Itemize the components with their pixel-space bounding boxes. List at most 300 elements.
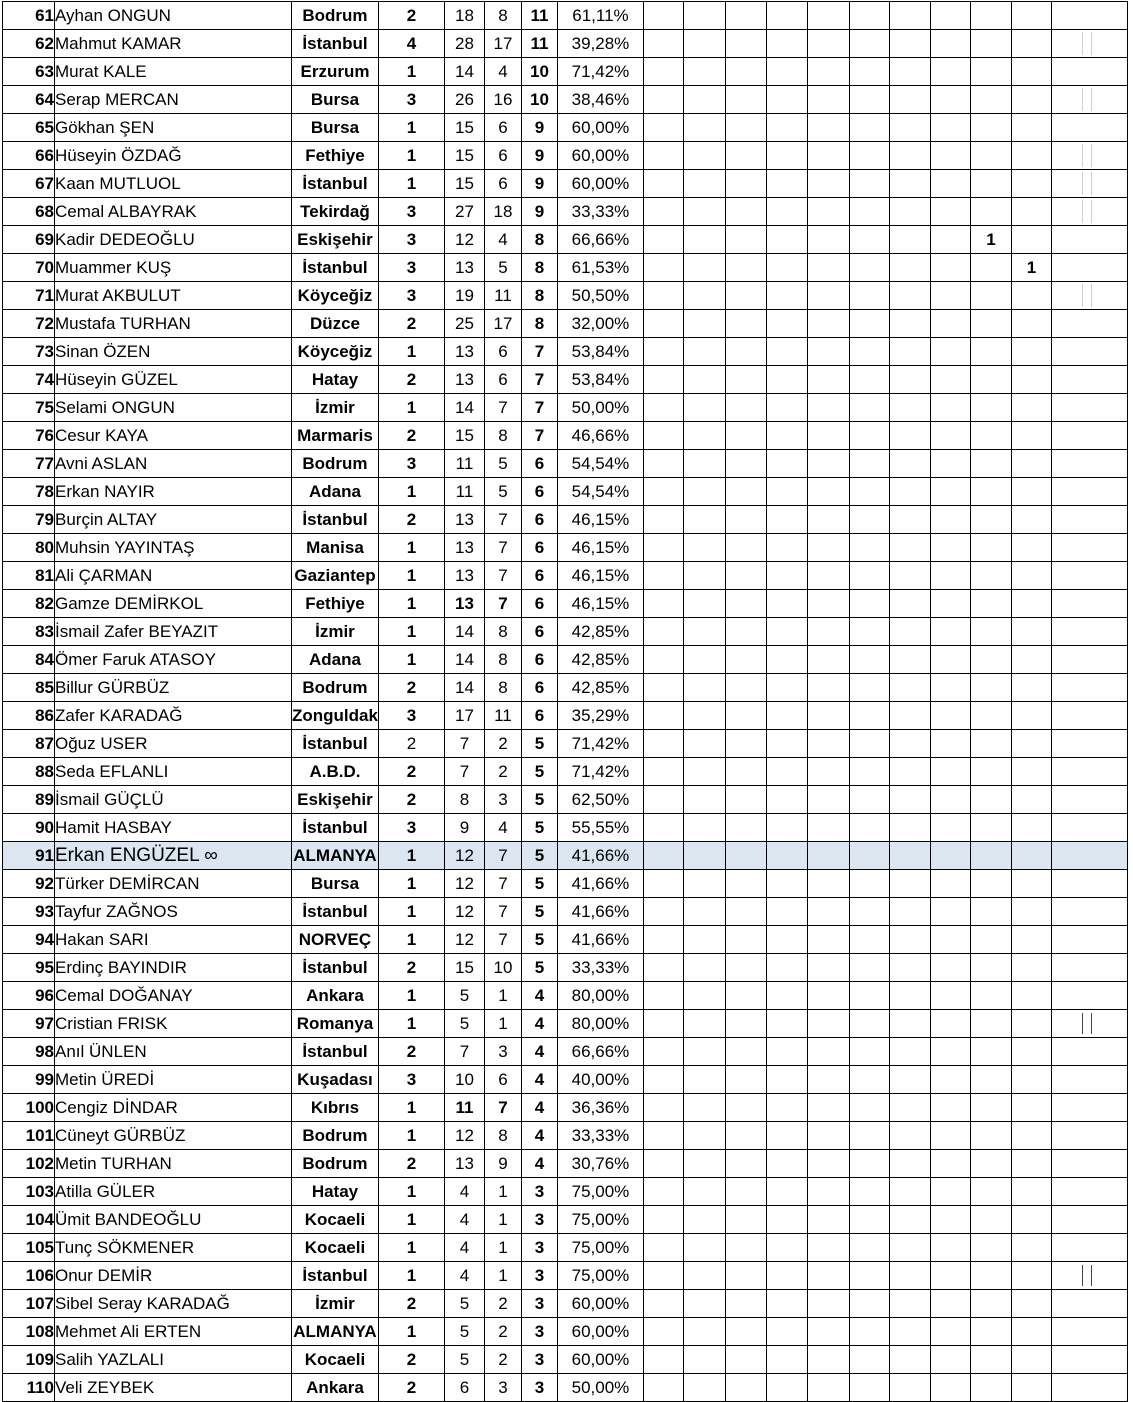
- city-cell[interactable]: Ankara: [292, 982, 379, 1010]
- empty-cell[interactable]: [1051, 1178, 1127, 1206]
- player-name-cell[interactable]: Selami ONGUN: [55, 394, 292, 422]
- city-cell[interactable]: Bodrum: [292, 1150, 379, 1178]
- empty-cell[interactable]: [643, 786, 683, 814]
- empty-cell[interactable]: [725, 30, 766, 58]
- empty-cell[interactable]: [1011, 450, 1051, 478]
- empty-cell[interactable]: [683, 1318, 725, 1346]
- percent-cell[interactable]: 46,66%: [557, 422, 643, 450]
- empty-cell[interactable]: [766, 450, 807, 478]
- empty-cell[interactable]: [849, 58, 889, 86]
- player-name-cell[interactable]: Billur GÜRBÜZ: [55, 674, 292, 702]
- rank-cell[interactable]: 90: [3, 814, 55, 842]
- empty-cell[interactable]: [725, 1178, 766, 1206]
- empty-cell[interactable]: [889, 338, 930, 366]
- empty-cell[interactable]: [970, 730, 1011, 758]
- count-cell[interactable]: 1: [378, 646, 444, 674]
- empty-cell[interactable]: [807, 170, 849, 198]
- wins-cell[interactable]: 5: [484, 478, 521, 506]
- count-cell[interactable]: 1: [378, 142, 444, 170]
- player-name-cell[interactable]: Ali ÇARMAN: [55, 562, 292, 590]
- empty-cell[interactable]: [1051, 590, 1127, 618]
- empty-cell[interactable]: [970, 170, 1011, 198]
- empty-cell[interactable]: [807, 1010, 849, 1038]
- player-name-cell[interactable]: Kadir DEDEOĞLU: [55, 226, 292, 254]
- empty-cell[interactable]: [725, 1234, 766, 1262]
- empty-cell[interactable]: [1011, 534, 1051, 562]
- points-cell[interactable]: 4: [521, 1066, 557, 1094]
- empty-cell[interactable]: [766, 1150, 807, 1178]
- empty-cell[interactable]: [1051, 814, 1127, 842]
- empty-cell[interactable]: [725, 422, 766, 450]
- games-cell[interactable]: 9: [444, 814, 484, 842]
- empty-cell[interactable]: [683, 478, 725, 506]
- games-cell[interactable]: 4: [444, 1206, 484, 1234]
- empty-cell[interactable]: [930, 1122, 970, 1150]
- rank-cell[interactable]: 89: [3, 786, 55, 814]
- empty-cell[interactable]: [766, 674, 807, 702]
- empty-cell[interactable]: [930, 842, 970, 870]
- player-name-cell[interactable]: İsmail Zafer BEYAZIT: [55, 618, 292, 646]
- empty-cell[interactable]: [643, 450, 683, 478]
- city-cell[interactable]: Köyceğiz: [292, 282, 379, 310]
- empty-cell[interactable]: [725, 954, 766, 982]
- rank-cell[interactable]: 68: [3, 198, 55, 226]
- empty-cell[interactable]: [849, 1038, 889, 1066]
- empty-cell[interactable]: [643, 758, 683, 786]
- empty-cell[interactable]: [1011, 758, 1051, 786]
- rank-cell[interactable]: 64: [3, 86, 55, 114]
- city-cell[interactable]: ALMANYA: [292, 1318, 379, 1346]
- city-cell[interactable]: Bodrum: [292, 1122, 379, 1150]
- empty-cell[interactable]: [930, 1178, 970, 1206]
- empty-cell[interactable]: [1011, 1290, 1051, 1318]
- empty-cell[interactable]: [1051, 1346, 1127, 1374]
- games-cell[interactable]: 7: [444, 1038, 484, 1066]
- empty-cell[interactable]: [849, 534, 889, 562]
- empty-cell[interactable]: [970, 842, 1011, 870]
- empty-cell[interactable]: [1011, 394, 1051, 422]
- empty-cell[interactable]: [849, 982, 889, 1010]
- rank-cell[interactable]: 75: [3, 394, 55, 422]
- empty-cell[interactable]: [889, 506, 930, 534]
- empty-cell[interactable]: [889, 450, 930, 478]
- empty-cell[interactable]: [1011, 506, 1051, 534]
- city-cell[interactable]: İstanbul: [292, 814, 379, 842]
- points-cell[interactable]: 5: [521, 926, 557, 954]
- points-cell[interactable]: 9: [521, 142, 557, 170]
- rank-cell[interactable]: 72: [3, 310, 55, 338]
- empty-cell[interactable]: [889, 534, 930, 562]
- empty-cell[interactable]: [725, 226, 766, 254]
- wins-cell[interactable]: 7: [484, 898, 521, 926]
- empty-cell[interactable]: [766, 702, 807, 730]
- empty-cell[interactable]: [970, 478, 1011, 506]
- city-cell[interactable]: Zonguldak: [292, 702, 379, 730]
- count-cell[interactable]: 1: [378, 982, 444, 1010]
- empty-cell[interactable]: [725, 1094, 766, 1122]
- empty-cell[interactable]: [889, 898, 930, 926]
- empty-cell[interactable]: [766, 926, 807, 954]
- empty-cell[interactable]: [889, 982, 930, 1010]
- city-cell[interactable]: A.B.D.: [292, 758, 379, 786]
- percent-cell[interactable]: 50,00%: [557, 394, 643, 422]
- empty-cell[interactable]: [683, 114, 725, 142]
- percent-cell[interactable]: 75,00%: [557, 1178, 643, 1206]
- percent-cell[interactable]: 39,28%: [557, 30, 643, 58]
- rank-cell[interactable]: 71: [3, 282, 55, 310]
- percent-cell[interactable]: 42,85%: [557, 674, 643, 702]
- empty-cell[interactable]: [807, 282, 849, 310]
- count-cell[interactable]: 1: [378, 898, 444, 926]
- points-cell[interactable]: 4: [521, 1010, 557, 1038]
- empty-cell[interactable]: [930, 86, 970, 114]
- empty-cell[interactable]: [1051, 282, 1127, 310]
- empty-cell[interactable]: [889, 478, 930, 506]
- empty-cell[interactable]: [766, 646, 807, 674]
- empty-cell[interactable]: [807, 982, 849, 1010]
- rank-cell[interactable]: 99: [3, 1066, 55, 1094]
- empty-cell[interactable]: [807, 1346, 849, 1374]
- player-name-cell[interactable]: Ümit BANDEOĞLU: [55, 1206, 292, 1234]
- empty-cell[interactable]: [889, 1346, 930, 1374]
- empty-cell[interactable]: [930, 1094, 970, 1122]
- empty-cell[interactable]: [849, 1234, 889, 1262]
- empty-cell[interactable]: [683, 1346, 725, 1374]
- empty-cell[interactable]: [1051, 422, 1127, 450]
- count-cell[interactable]: 3: [378, 1066, 444, 1094]
- empty-cell[interactable]: [683, 86, 725, 114]
- empty-cell[interactable]: [930, 478, 970, 506]
- empty-cell[interactable]: [643, 366, 683, 394]
- empty-cell[interactable]: [725, 366, 766, 394]
- empty-cell[interactable]: [930, 758, 970, 786]
- empty-cell[interactable]: [889, 254, 930, 282]
- percent-cell[interactable]: 66,66%: [557, 226, 643, 254]
- empty-cell[interactable]: [930, 1234, 970, 1262]
- empty-cell[interactable]: [970, 506, 1011, 534]
- count-cell[interactable]: 2: [378, 786, 444, 814]
- rank-cell[interactable]: 91: [3, 842, 55, 870]
- empty-cell[interactable]: [1051, 674, 1127, 702]
- empty-cell[interactable]: [643, 1262, 683, 1290]
- empty-cell[interactable]: [970, 1206, 1011, 1234]
- games-cell[interactable]: 12: [444, 1122, 484, 1150]
- empty-cell[interactable]: [970, 1066, 1011, 1094]
- rank-cell[interactable]: 87: [3, 730, 55, 758]
- player-name-cell[interactable]: Türker DEMİRCAN: [55, 870, 292, 898]
- empty-cell[interactable]: [1011, 1150, 1051, 1178]
- empty-cell[interactable]: [930, 618, 970, 646]
- player-name-cell[interactable]: Gamze DEMİRKOL: [55, 590, 292, 618]
- empty-cell[interactable]: [849, 898, 889, 926]
- city-cell[interactable]: Köyceğiz: [292, 338, 379, 366]
- empty-cell[interactable]: [849, 254, 889, 282]
- empty-cell[interactable]: [766, 1122, 807, 1150]
- empty-cell[interactable]: [683, 730, 725, 758]
- games-cell[interactable]: 28: [444, 30, 484, 58]
- empty-cell[interactable]: [1051, 114, 1127, 142]
- empty-cell[interactable]: [930, 422, 970, 450]
- percent-cell[interactable]: 60,00%: [557, 142, 643, 170]
- player-name-cell[interactable]: Mustafa TURHAN: [55, 310, 292, 338]
- mark-cell[interactable]: 1: [1011, 254, 1051, 282]
- percent-cell[interactable]: 46,15%: [557, 506, 643, 534]
- empty-cell[interactable]: [725, 786, 766, 814]
- empty-cell[interactable]: [970, 646, 1011, 674]
- city-cell[interactable]: İstanbul: [292, 170, 379, 198]
- player-name-cell[interactable]: Murat AKBULUT: [55, 282, 292, 310]
- empty-cell[interactable]: [807, 814, 849, 842]
- empty-cell[interactable]: [766, 114, 807, 142]
- empty-cell[interactable]: [683, 422, 725, 450]
- empty-cell[interactable]: [683, 338, 725, 366]
- percent-cell[interactable]: 66,66%: [557, 1038, 643, 1066]
- wins-cell[interactable]: 7: [484, 926, 521, 954]
- empty-cell[interactable]: [766, 1374, 807, 1402]
- percent-cell[interactable]: 61,53%: [557, 254, 643, 282]
- wins-cell[interactable]: 1: [484, 1234, 521, 1262]
- empty-cell[interactable]: [683, 142, 725, 170]
- rank-cell[interactable]: 88: [3, 758, 55, 786]
- empty-cell[interactable]: [683, 1178, 725, 1206]
- city-cell[interactable]: Bursa: [292, 86, 379, 114]
- points-cell[interactable]: 10: [521, 58, 557, 86]
- empty-cell[interactable]: [725, 1038, 766, 1066]
- points-cell[interactable]: 4: [521, 982, 557, 1010]
- empty-cell[interactable]: [1051, 702, 1127, 730]
- empty-cell[interactable]: [643, 562, 683, 590]
- empty-cell[interactable]: [766, 2, 807, 30]
- games-cell[interactable]: 15: [444, 142, 484, 170]
- empty-cell[interactable]: [725, 1262, 766, 1290]
- empty-cell[interactable]: [683, 814, 725, 842]
- empty-cell[interactable]: [683, 1066, 725, 1094]
- empty-cell[interactable]: [1011, 702, 1051, 730]
- empty-cell[interactable]: [766, 1206, 807, 1234]
- wins-cell[interactable]: 2: [484, 1290, 521, 1318]
- empty-cell[interactable]: [889, 730, 930, 758]
- games-cell[interactable]: 12: [444, 842, 484, 870]
- empty-cell[interactable]: [1011, 478, 1051, 506]
- count-cell[interactable]: 3: [378, 814, 444, 842]
- rank-cell[interactable]: 108: [3, 1318, 55, 1346]
- player-name-cell[interactable]: Erkan ENGÜZEL ∞: [55, 842, 292, 870]
- percent-cell[interactable]: 40,00%: [557, 1066, 643, 1094]
- empty-cell[interactable]: [849, 310, 889, 338]
- empty-cell[interactable]: [683, 926, 725, 954]
- wins-cell[interactable]: 7: [484, 1094, 521, 1122]
- empty-cell[interactable]: [1051, 758, 1127, 786]
- empty-cell[interactable]: [643, 1318, 683, 1346]
- empty-cell[interactable]: [1011, 142, 1051, 170]
- empty-cell[interactable]: [849, 450, 889, 478]
- wins-cell[interactable]: 4: [484, 814, 521, 842]
- city-cell[interactable]: İstanbul: [292, 254, 379, 282]
- empty-cell[interactable]: [1011, 1094, 1051, 1122]
- empty-cell[interactable]: [970, 338, 1011, 366]
- empty-cell[interactable]: [930, 114, 970, 142]
- wins-cell[interactable]: 2: [484, 758, 521, 786]
- count-cell[interactable]: 2: [378, 730, 444, 758]
- empty-cell[interactable]: [1051, 450, 1127, 478]
- empty-cell[interactable]: [766, 478, 807, 506]
- empty-cell[interactable]: [807, 394, 849, 422]
- rank-cell[interactable]: 110: [3, 1374, 55, 1402]
- empty-cell[interactable]: [930, 282, 970, 310]
- points-cell[interactable]: 4: [521, 1094, 557, 1122]
- points-cell[interactable]: 6: [521, 702, 557, 730]
- city-cell[interactable]: İstanbul: [292, 730, 379, 758]
- count-cell[interactable]: 2: [378, 758, 444, 786]
- empty-cell[interactable]: [725, 646, 766, 674]
- empty-cell[interactable]: [970, 142, 1011, 170]
- count-cell[interactable]: 2: [378, 1290, 444, 1318]
- empty-cell[interactable]: [766, 1094, 807, 1122]
- empty-cell[interactable]: [1011, 954, 1051, 982]
- empty-cell[interactable]: [889, 1318, 930, 1346]
- empty-cell[interactable]: [766, 870, 807, 898]
- empty-cell[interactable]: [1011, 86, 1051, 114]
- empty-cell[interactable]: [930, 1038, 970, 1066]
- percent-cell[interactable]: 35,29%: [557, 702, 643, 730]
- percent-cell[interactable]: 71,42%: [557, 58, 643, 86]
- rank-cell[interactable]: 85: [3, 674, 55, 702]
- rank-cell[interactable]: 84: [3, 646, 55, 674]
- empty-cell[interactable]: [807, 226, 849, 254]
- city-cell[interactable]: İstanbul: [292, 506, 379, 534]
- empty-cell[interactable]: [1011, 674, 1051, 702]
- empty-cell[interactable]: [849, 702, 889, 730]
- empty-cell[interactable]: [643, 198, 683, 226]
- empty-cell[interactable]: [683, 1094, 725, 1122]
- empty-cell[interactable]: [683, 366, 725, 394]
- empty-cell[interactable]: [930, 366, 970, 394]
- empty-cell[interactable]: [849, 758, 889, 786]
- percent-cell[interactable]: 33,33%: [557, 954, 643, 982]
- empty-cell[interactable]: [889, 1150, 930, 1178]
- empty-cell[interactable]: [849, 1094, 889, 1122]
- empty-cell[interactable]: [970, 450, 1011, 478]
- count-cell[interactable]: 2: [378, 1346, 444, 1374]
- empty-cell[interactable]: [1051, 954, 1127, 982]
- player-name-cell[interactable]: Anıl ÜNLEN: [55, 1038, 292, 1066]
- games-cell[interactable]: 26: [444, 86, 484, 114]
- percent-cell[interactable]: 41,66%: [557, 842, 643, 870]
- empty-cell[interactable]: [807, 534, 849, 562]
- games-cell[interactable]: 5: [444, 1318, 484, 1346]
- empty-cell[interactable]: [849, 422, 889, 450]
- wins-cell[interactable]: 6: [484, 366, 521, 394]
- empty-cell[interactable]: [683, 1234, 725, 1262]
- player-name-cell[interactable]: Gökhan ŞEN: [55, 114, 292, 142]
- empty-cell[interactable]: [889, 1234, 930, 1262]
- points-cell[interactable]: 3: [521, 1262, 557, 1290]
- wins-cell[interactable]: 4: [484, 58, 521, 86]
- points-cell[interactable]: 9: [521, 114, 557, 142]
- empty-cell[interactable]: [970, 562, 1011, 590]
- empty-cell[interactable]: [725, 814, 766, 842]
- empty-cell[interactable]: [930, 926, 970, 954]
- city-cell[interactable]: Hatay: [292, 366, 379, 394]
- empty-cell[interactable]: [849, 814, 889, 842]
- empty-cell[interactable]: [643, 338, 683, 366]
- games-cell[interactable]: 5: [444, 1010, 484, 1038]
- empty-cell[interactable]: [643, 926, 683, 954]
- rank-cell[interactable]: 67: [3, 170, 55, 198]
- player-name-cell[interactable]: Kaan MUTLUOL: [55, 170, 292, 198]
- empty-cell[interactable]: [766, 1318, 807, 1346]
- empty-cell[interactable]: [807, 1094, 849, 1122]
- empty-cell[interactable]: [930, 674, 970, 702]
- rank-cell[interactable]: 92: [3, 870, 55, 898]
- games-cell[interactable]: 13: [444, 338, 484, 366]
- empty-cell[interactable]: [643, 58, 683, 86]
- wins-cell[interactable]: 8: [484, 674, 521, 702]
- empty-cell[interactable]: [766, 954, 807, 982]
- empty-cell[interactable]: [643, 1150, 683, 1178]
- empty-cell[interactable]: [683, 1010, 725, 1038]
- empty-cell[interactable]: [1051, 1290, 1127, 1318]
- wins-cell[interactable]: 8: [484, 646, 521, 674]
- empty-cell[interactable]: [849, 730, 889, 758]
- percent-cell[interactable]: 80,00%: [557, 1010, 643, 1038]
- empty-cell[interactable]: [930, 1346, 970, 1374]
- empty-cell[interactable]: [725, 506, 766, 534]
- count-cell[interactable]: 1: [378, 170, 444, 198]
- empty-cell[interactable]: [766, 30, 807, 58]
- empty-cell[interactable]: [683, 394, 725, 422]
- empty-cell[interactable]: [930, 870, 970, 898]
- empty-cell[interactable]: [1051, 1374, 1127, 1402]
- wins-cell[interactable]: 7: [484, 562, 521, 590]
- games-cell[interactable]: 11: [444, 450, 484, 478]
- wins-cell[interactable]: 7: [484, 394, 521, 422]
- empty-cell[interactable]: [683, 590, 725, 618]
- wins-cell[interactable]: 7: [484, 842, 521, 870]
- points-cell[interactable]: 6: [521, 674, 557, 702]
- games-cell[interactable]: 14: [444, 646, 484, 674]
- player-name-cell[interactable]: Burçin ALTAY: [55, 506, 292, 534]
- points-cell[interactable]: 8: [521, 254, 557, 282]
- empty-cell[interactable]: [725, 2, 766, 30]
- points-cell[interactable]: 5: [521, 786, 557, 814]
- empty-cell[interactable]: [725, 758, 766, 786]
- player-name-cell[interactable]: Erkan NAYIR: [55, 478, 292, 506]
- points-cell[interactable]: 11: [521, 30, 557, 58]
- percent-cell[interactable]: 75,00%: [557, 1234, 643, 1262]
- empty-cell[interactable]: [889, 842, 930, 870]
- rank-cell[interactable]: 86: [3, 702, 55, 730]
- empty-cell[interactable]: [1011, 898, 1051, 926]
- empty-cell[interactable]: [849, 1150, 889, 1178]
- empty-cell[interactable]: [807, 86, 849, 114]
- percent-cell[interactable]: 54,54%: [557, 478, 643, 506]
- empty-cell[interactable]: [643, 1290, 683, 1318]
- empty-cell[interactable]: [889, 758, 930, 786]
- empty-cell[interactable]: [725, 1374, 766, 1402]
- count-cell[interactable]: 1: [378, 590, 444, 618]
- empty-cell[interactable]: [643, 1234, 683, 1262]
- rank-cell[interactable]: 96: [3, 982, 55, 1010]
- rank-cell[interactable]: 100: [3, 1094, 55, 1122]
- player-name-cell[interactable]: Veli ZEYBEK: [55, 1374, 292, 1402]
- empty-cell[interactable]: [725, 170, 766, 198]
- empty-cell[interactable]: [643, 982, 683, 1010]
- empty-cell[interactable]: [930, 310, 970, 338]
- rank-cell[interactable]: 109: [3, 1346, 55, 1374]
- empty-cell[interactable]: [1011, 1178, 1051, 1206]
- empty-cell[interactable]: [1011, 646, 1051, 674]
